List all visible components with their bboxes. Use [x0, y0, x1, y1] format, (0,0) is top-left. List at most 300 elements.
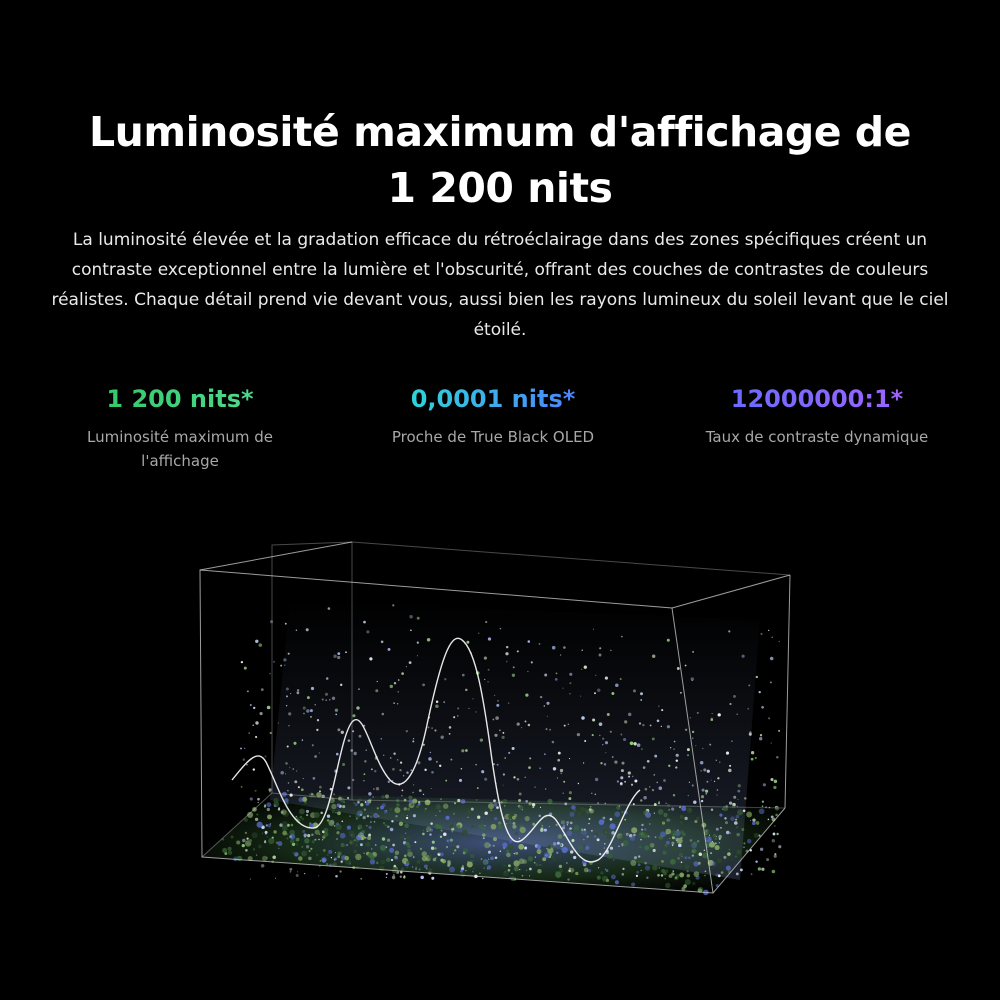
particle [428, 726, 430, 728]
particle [658, 802, 660, 804]
particle [332, 697, 335, 700]
ground-particle [682, 833, 686, 837]
particle [546, 848, 547, 849]
particle [484, 679, 485, 680]
ground-particle [467, 810, 472, 815]
particle [695, 745, 696, 746]
particle [525, 693, 528, 696]
particle [335, 875, 338, 878]
ground-particle [502, 842, 507, 847]
particle [440, 735, 443, 738]
ground-particle [537, 849, 542, 854]
particle [409, 615, 412, 618]
particle [668, 765, 670, 767]
particle [527, 671, 528, 672]
particle [687, 754, 689, 756]
ground-particle [302, 818, 305, 821]
particle [335, 852, 336, 853]
stat-contrast-ratio [687, 383, 947, 449]
particle [312, 744, 314, 746]
particle [773, 786, 776, 789]
particle [525, 720, 527, 722]
particle [494, 734, 497, 737]
ground-particle [442, 859, 446, 863]
particle [655, 836, 657, 838]
particle [656, 782, 658, 784]
particle [359, 735, 362, 738]
particle [599, 735, 601, 737]
particle [318, 875, 319, 876]
particle [472, 698, 473, 699]
particle [628, 776, 630, 778]
ground-particle [512, 816, 516, 820]
particle [667, 725, 670, 728]
ground-particle [445, 816, 449, 820]
ground-particle [687, 874, 690, 877]
particle [718, 713, 721, 716]
ground-particle [544, 852, 550, 858]
ground-particle [602, 828, 608, 834]
particle [766, 858, 769, 861]
ground-particle [510, 846, 512, 848]
particle [503, 785, 504, 786]
particle [431, 727, 433, 729]
particle [419, 789, 422, 792]
ground-particle [347, 825, 351, 829]
particle [705, 871, 707, 873]
ground-particle [349, 830, 355, 836]
particle [303, 707, 306, 710]
particle [288, 653, 290, 655]
particle [603, 817, 606, 820]
particle [518, 799, 521, 802]
ground-particle [725, 821, 728, 824]
ground-particle [407, 836, 410, 839]
particle [658, 705, 659, 706]
particle [652, 655, 655, 658]
ground-particle [580, 807, 585, 812]
particle [247, 690, 249, 692]
particle [293, 742, 296, 745]
particle [706, 781, 708, 783]
ground-particle [719, 814, 722, 817]
particle [255, 736, 257, 738]
ground-particle [512, 825, 516, 829]
ground-particle [569, 868, 574, 873]
ground-particle [393, 821, 396, 824]
particle [435, 705, 439, 709]
particle [440, 836, 442, 838]
particle [615, 683, 619, 687]
particle [354, 752, 357, 755]
particle [392, 876, 395, 879]
ground-particle [566, 830, 572, 836]
particle [668, 809, 669, 810]
ground-particle [380, 845, 386, 851]
ground-particle [599, 819, 605, 825]
particle [640, 699, 642, 701]
particle [511, 873, 512, 874]
particle [540, 829, 543, 832]
particle [535, 856, 536, 857]
ground-particle [334, 858, 337, 861]
particle [392, 844, 395, 847]
ground-particle [395, 851, 399, 855]
ground-particle [685, 879, 691, 885]
stat-peak-brightness-label [50, 425, 310, 473]
ground-particle [455, 842, 458, 845]
particle [453, 813, 454, 814]
ground-particle [440, 852, 444, 856]
particle [740, 868, 743, 871]
ground-particle [309, 850, 311, 852]
particle [778, 845, 781, 848]
particle [493, 719, 495, 721]
ground-particle [606, 869, 609, 872]
ground-particle [228, 847, 232, 851]
particle [487, 681, 489, 683]
ground-particle [257, 822, 263, 828]
ground-particle [680, 815, 684, 819]
particle [718, 835, 722, 839]
particle [514, 853, 515, 854]
particle [646, 877, 648, 879]
particle [341, 860, 343, 862]
ground-particle [273, 798, 278, 803]
particle [320, 860, 321, 861]
particle [500, 851, 502, 853]
ground-particle [451, 828, 454, 831]
particle [307, 834, 310, 837]
stat-contrast-ratio-label: Taux de contraste dynamique [705, 428, 929, 446]
ground-particle [446, 839, 449, 842]
particle [290, 693, 291, 694]
particle [241, 786, 243, 788]
particle [377, 681, 378, 682]
ground-particle [395, 856, 398, 859]
particle [398, 691, 399, 692]
particle [366, 750, 367, 751]
ground-particle [600, 871, 603, 874]
particle [522, 875, 524, 877]
particle [427, 638, 431, 642]
wireframe-box-illustration [0, 520, 1000, 960]
particle [390, 685, 393, 688]
particle [400, 761, 402, 763]
ground-particle [775, 814, 778, 817]
ground-particle [667, 818, 670, 821]
ground-particle [644, 831, 648, 835]
particle [594, 692, 596, 694]
ground-particle [262, 856, 267, 861]
particle [508, 752, 510, 754]
particle [759, 737, 762, 740]
particle [547, 716, 548, 717]
particle [529, 757, 531, 759]
particle [503, 773, 505, 775]
title-line-2: 1 200 nits [387, 164, 613, 212]
particle [704, 850, 705, 851]
particle [319, 752, 320, 753]
particle [618, 845, 620, 847]
particle [751, 751, 754, 754]
particle [413, 856, 414, 857]
particle [288, 782, 289, 783]
ground-particle [532, 823, 535, 826]
particle [552, 741, 555, 744]
ground-particle [494, 817, 497, 820]
ground-particle [726, 866, 731, 871]
particle [549, 826, 550, 827]
particle [342, 763, 345, 766]
particle [422, 684, 425, 687]
ground-particle [311, 793, 313, 795]
particle [752, 819, 755, 822]
ground-particle [298, 856, 303, 861]
ground-particle [679, 853, 683, 857]
ground-particle [355, 803, 358, 806]
ground-particle [630, 860, 636, 866]
particle [261, 688, 264, 691]
ground-particle [355, 843, 359, 847]
particle [335, 812, 336, 813]
ground-particle [367, 836, 371, 840]
particle [366, 630, 369, 633]
particle [431, 771, 434, 774]
ground-particle [312, 840, 315, 843]
particle [657, 720, 660, 723]
ground-particle [422, 851, 427, 856]
particle [661, 726, 662, 727]
particle [665, 878, 666, 879]
particle [597, 838, 600, 841]
particle [303, 713, 305, 715]
ground-particle [417, 860, 421, 864]
ground-particle [645, 812, 651, 818]
particle [434, 729, 436, 731]
particle [360, 878, 362, 880]
particle [250, 704, 252, 706]
particle [538, 815, 540, 817]
particle [337, 728, 340, 731]
particle [248, 732, 250, 734]
particle [255, 640, 258, 643]
particle [443, 701, 445, 703]
ground-particle [345, 856, 349, 860]
particle [495, 716, 499, 720]
particle [481, 858, 483, 860]
particle [255, 790, 257, 792]
particle [657, 874, 660, 877]
particle [545, 788, 546, 789]
particle [663, 779, 666, 782]
particle [529, 875, 530, 876]
particle [566, 821, 569, 824]
particle [717, 789, 719, 791]
ground-particle [570, 812, 575, 817]
particle [303, 778, 304, 779]
particle [751, 758, 754, 761]
particle [569, 758, 570, 759]
particle [417, 642, 419, 644]
particle [294, 780, 297, 783]
particle [697, 840, 699, 842]
particle [600, 762, 602, 764]
ground-particle [709, 842, 715, 848]
particle [692, 651, 694, 653]
particle [297, 691, 300, 694]
particle [667, 639, 670, 642]
particle [462, 674, 465, 677]
ground-particle [324, 828, 329, 833]
particle [512, 822, 515, 825]
particle [542, 825, 543, 826]
ground-particle [394, 807, 400, 813]
particle [613, 859, 614, 860]
particle [285, 773, 286, 774]
particle [313, 777, 316, 780]
ground-particle [406, 861, 409, 864]
particle [289, 767, 290, 768]
ground-particle [746, 812, 752, 818]
ground-particle [487, 865, 491, 869]
particle [654, 813, 655, 814]
particle [335, 714, 337, 716]
ground-particle [638, 863, 641, 866]
particle [701, 795, 704, 798]
ground-particle [281, 809, 287, 815]
particle [310, 709, 313, 712]
particle [250, 879, 251, 880]
ground-particle [503, 871, 509, 877]
ground-particle [340, 833, 346, 839]
particle [631, 784, 633, 786]
ground-particle [589, 809, 594, 814]
ground-particle [528, 856, 533, 861]
particle [297, 689, 299, 691]
particle [517, 650, 519, 652]
ground-particle [611, 875, 616, 880]
particle [578, 783, 579, 784]
particle [431, 877, 434, 880]
particle [417, 761, 420, 764]
particle [245, 849, 248, 852]
particle [641, 824, 643, 826]
particle [744, 797, 747, 800]
ground-particle [389, 808, 392, 811]
ground-particle [268, 824, 272, 828]
ground-particle [630, 835, 635, 840]
ground-particle [278, 809, 280, 811]
ground-particle [382, 803, 386, 807]
particle [643, 796, 646, 799]
ground-particle [383, 822, 386, 825]
particle [283, 658, 286, 661]
particle [412, 792, 414, 794]
ground-particle [756, 821, 760, 825]
ground-particle [597, 876, 601, 880]
particle [549, 729, 551, 731]
particle [325, 699, 327, 701]
ground-particle [693, 842, 697, 846]
particle [413, 784, 414, 785]
particle [640, 692, 643, 695]
particle [310, 716, 312, 718]
particle [252, 724, 254, 726]
ground-particle [658, 809, 664, 815]
particle [412, 740, 414, 742]
particle [488, 637, 491, 640]
particle [269, 791, 270, 792]
particle [307, 696, 310, 699]
particle [406, 771, 409, 774]
stat-contrast-ratio-value: 12000000:1* [730, 385, 904, 413]
particle [728, 630, 730, 632]
particle [614, 760, 617, 763]
particle [771, 743, 772, 744]
ground-particle [457, 825, 461, 829]
particle [497, 764, 499, 766]
particle [409, 661, 412, 664]
ground-particle [670, 859, 676, 865]
stat-black-level [363, 383, 623, 449]
particle [439, 810, 441, 812]
particle [674, 741, 676, 743]
ground-particle [747, 839, 752, 844]
particle [604, 848, 605, 849]
particle [737, 799, 738, 800]
ground-particle [759, 808, 765, 814]
particle [560, 773, 562, 775]
particle [449, 733, 451, 735]
particle [526, 870, 527, 871]
particle [430, 752, 431, 753]
ground-particle [636, 871, 639, 874]
particle [373, 788, 374, 789]
ground-particle [296, 843, 299, 846]
ground-particle [666, 841, 670, 845]
particle [628, 713, 632, 717]
particle [493, 799, 496, 802]
particle [569, 682, 571, 684]
ground-particle [299, 809, 305, 815]
particle [622, 873, 625, 876]
particle [605, 677, 608, 680]
ground-particle [355, 854, 361, 860]
particle [604, 763, 606, 765]
particle [692, 854, 694, 856]
ground-particle [327, 854, 329, 856]
particle [630, 742, 634, 746]
particle [505, 652, 508, 655]
ground-particle [277, 841, 282, 846]
particle [479, 873, 481, 875]
stat-peak-brightness [50, 383, 310, 473]
ground-particle [711, 862, 715, 866]
ground-particle [775, 806, 779, 810]
particle [360, 803, 363, 806]
particle [563, 793, 564, 794]
particle [648, 835, 650, 837]
particle [684, 817, 687, 820]
particle [393, 874, 395, 876]
ground-particle [754, 833, 759, 838]
particle [661, 709, 663, 711]
particle [471, 808, 474, 811]
particle [563, 781, 565, 783]
stat-black-level-label: Proche de True Black OLED [391, 428, 595, 446]
ground-particle [358, 825, 363, 830]
